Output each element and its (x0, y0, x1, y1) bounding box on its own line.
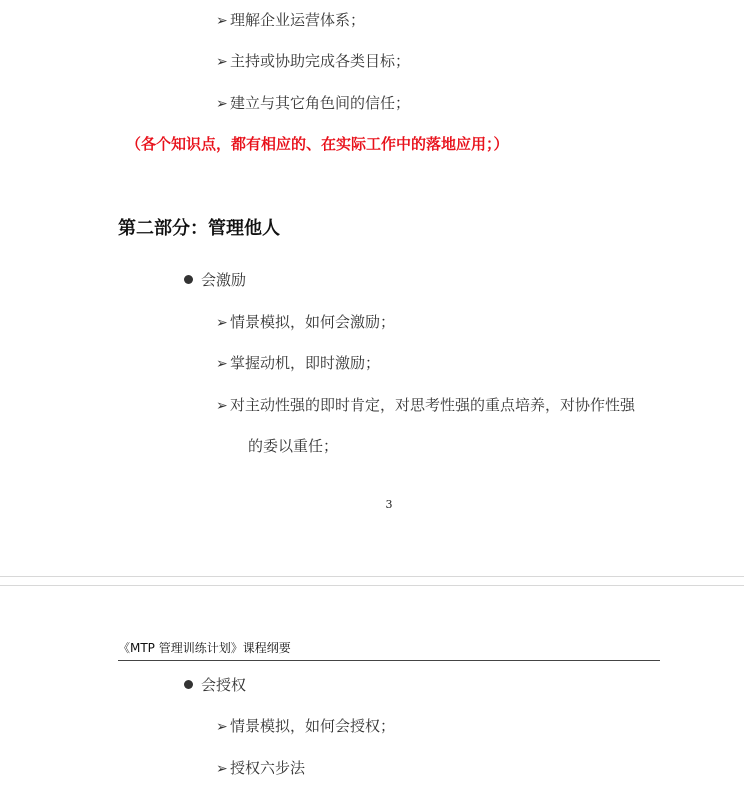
arrow-bullet-icon: ➢ (216, 398, 228, 414)
list-item-text: 情景模拟，如何会授权； (230, 717, 396, 735)
bullet-item (184, 675, 246, 695)
arrow-bullet-icon: ➢ (216, 315, 228, 331)
list-item-continuation: 的委以重任； (248, 437, 339, 455)
bullet-item (184, 270, 246, 290)
page-separator (0, 576, 744, 586)
arrow-bullet-icon: ➢ (216, 13, 228, 29)
bullet-item-text: 会授权 (201, 676, 247, 694)
list-item-text: 理解企业运营体系； (230, 11, 366, 29)
list-item (216, 758, 305, 779)
arrow-bullet-icon: ➢ (216, 96, 228, 112)
list-item (216, 716, 395, 737)
bullet-dot-icon (184, 680, 193, 689)
list-item (216, 312, 395, 333)
arrow-bullet-icon: ➢ (216, 356, 228, 372)
list-item (216, 51, 410, 72)
list-item-text: 建立与其它角色间的信任； (230, 94, 411, 112)
arrow-bullet-icon: ➢ (216, 719, 228, 735)
bullet-dot-icon (184, 275, 193, 284)
list-item (216, 93, 410, 114)
arrow-bullet-icon: ➢ (216, 54, 228, 70)
section-title: 第二部分：管理他人 (118, 218, 280, 239)
list-item (216, 353, 380, 374)
running-header-title: 《MTP 管理训练计划》课程纲要 (118, 641, 291, 655)
list-item-text: 主持或协助完成各类目标； (230, 52, 411, 70)
bullet-item-text: 会激励 (201, 271, 247, 289)
document-page-2 (0, 586, 744, 794)
page-number: 3 (385, 498, 393, 511)
list-item-text: 授权六步法 (230, 759, 306, 777)
list-item-text: 对主动性强的即时肯定，对思考性强的重点培养，对协作性强 (230, 396, 636, 414)
list-item-text: 情景模拟，如何会激励； (230, 313, 396, 331)
header-rule (118, 660, 660, 661)
arrow-bullet-icon: ➢ (216, 761, 228, 777)
list-item (216, 395, 635, 416)
list-item-text: 掌握动机，即时激励； (230, 354, 381, 372)
red-highlight-note: （各个知识点，都有相应的、在实际工作中的落地应用；） (126, 135, 509, 153)
list-item (216, 10, 365, 31)
